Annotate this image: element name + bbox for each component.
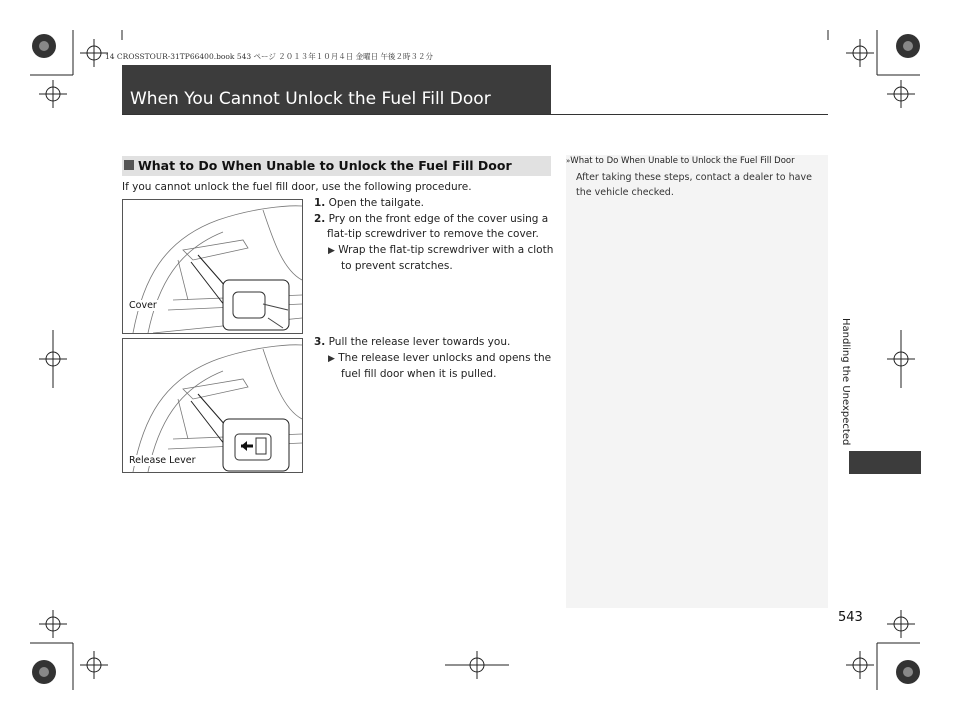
step-3: 3. Pull the release lever towards you. <box>314 336 511 348</box>
step-2-sub: ▶ Wrap the flat-tip screwdriver with a cloth to prevent scratches. <box>328 243 554 272</box>
page-title: When You Cannot Unlock the Fuel Fill Door <box>130 89 491 109</box>
title-rule <box>122 114 828 115</box>
step-2: 2. Pry on the front edge of the cover using a flat-tip screwdriver to remove the cover. <box>314 212 549 240</box>
print-header: 14 CROSSTOUR-31TP66400.book 543 ページ ２０１３年１０月４日 金曜日 午後２時３２分 <box>105 52 434 61</box>
steps-group-1 <box>314 196 554 275</box>
side-note-body: After taking these steps, contact a dealer to have the vehicle checked. <box>576 172 812 198</box>
step-1: 1. Open the tailgate. <box>314 197 424 209</box>
right-triangle-icon: ▶ <box>328 245 335 256</box>
side-note-heading: »What to Do When Unable to Unlock the Fuel Fill Door <box>566 156 795 166</box>
chapter-tab[interactable] <box>840 318 866 448</box>
illustration-release-lever <box>122 338 303 473</box>
cargo-area-illustration-2 <box>123 339 302 472</box>
illustration-cover <box>122 199 303 334</box>
page-number: 543 <box>838 610 863 625</box>
section-title: What to Do When Unable to Unlock the Fuel Fill Door <box>138 158 512 173</box>
step-3-sub: ▶ The release lever unlocks and opens the fuel fill door when it is pulled. <box>328 351 552 380</box>
cover-label: Cover <box>129 300 157 311</box>
release-lever-label: Release Lever <box>129 455 196 466</box>
intro-text: If you cannot unlock the fuel fill door, use the following procedure. <box>122 181 472 193</box>
right-triangle-icon: ▶ <box>328 353 335 364</box>
steps-group-2 <box>314 335 554 383</box>
chapter-tab-marker <box>849 451 921 474</box>
cargo-area-illustration-1 <box>123 200 302 333</box>
side-note-panel <box>566 155 828 608</box>
section-square-icon <box>124 160 134 170</box>
chapter-tab-label: Handling the Unexpected <box>840 318 851 446</box>
double-arrow-icon: » <box>566 157 571 165</box>
